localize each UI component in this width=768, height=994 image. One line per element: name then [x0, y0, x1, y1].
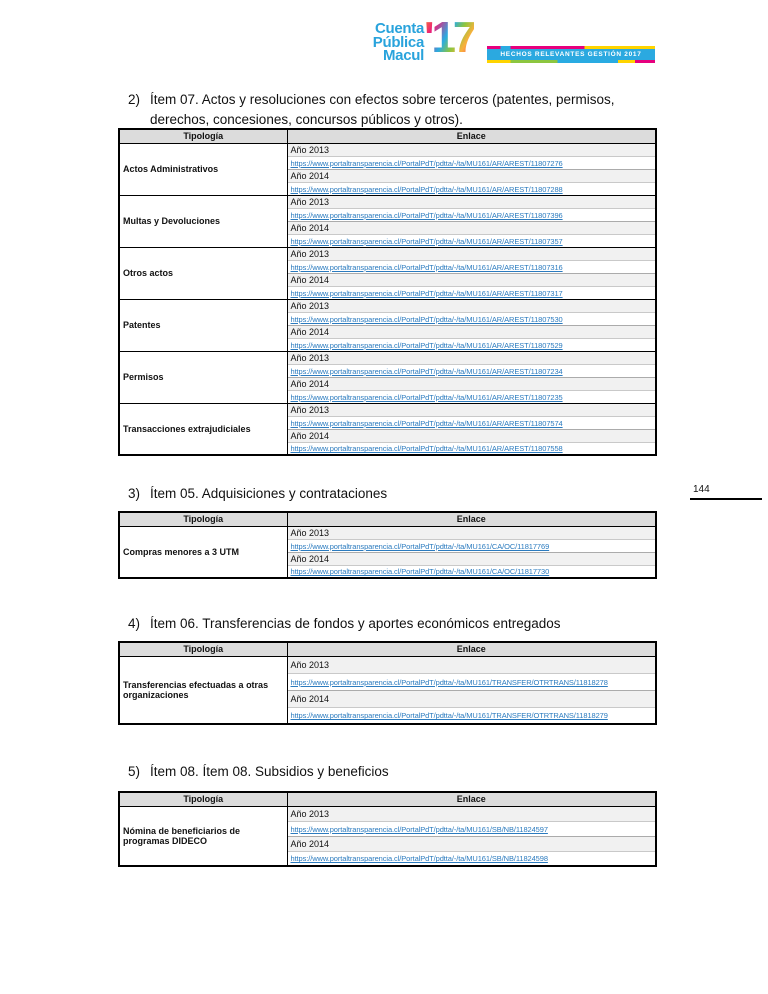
- tipologia-cell: Transacciones extrajudiciales: [119, 403, 287, 455]
- transparency-link[interactable]: https://www.portaltransparencia.cl/PortalPdT/pdtta/-/ta/MU161/AR/AREST/11807288: [290, 184, 563, 194]
- section-heading: [128, 762, 673, 782]
- transparency-link[interactable]: https://www.portaltransparencia.cl/PortalPdT/pdtta/-/ta/MU161/AR/AREST/11807276: [290, 158, 563, 168]
- year-label: Año 2014: [287, 221, 656, 234]
- transparency-link[interactable]: https://www.portaltransparencia.cl/PortalPdT/pdtta/-/ta/MU161/AR/AREST/11807558: [290, 444, 563, 454]
- section-number: 2): [128, 92, 141, 107]
- cuenta-publica-macul-logo: [338, 22, 424, 63]
- year-label: Año 2014: [287, 169, 656, 182]
- section-title: Ítem 08. Ítem 08. Subsidios y beneficios: [150, 764, 389, 779]
- transparency-link[interactable]: https://www.portaltransparencia.cl/PortalPdT/pdtta/-/ta/MU161/AR/AREST/11807357: [290, 236, 563, 246]
- banner-text: HECHOS RELEVANTES GESTIÓN 2017: [487, 49, 655, 60]
- year-label: Año 2013: [287, 247, 656, 260]
- year-label: Año 2014: [287, 552, 656, 565]
- year-label: Año 2013: [287, 656, 656, 673]
- year-label: Año 2013: [287, 403, 656, 416]
- year-label: Año 2013: [287, 351, 656, 364]
- transparency-link[interactable]: https://www.portaltransparencia.cl/PortalPdT/pdtta/-/ta/MU161/CA/OC/11817730: [290, 567, 550, 577]
- tipologia-cell: Multas y Devoluciones: [119, 195, 287, 247]
- section-heading: [128, 90, 673, 130]
- transparency-link[interactable]: https://www.portaltransparencia.cl/PortalPdT/pdtta/-/ta/MU161/SB/NB/11824597: [290, 824, 548, 834]
- banner-stripe-bottom: [487, 60, 655, 63]
- transparency-link[interactable]: https://www.portaltransparencia.cl/PortalPdT/pdtta/-/ta/MU161/TRANSFER/OTRTRANS/11818279: [290, 711, 608, 721]
- table-row: [119, 526, 656, 539]
- transparency-link[interactable]: https://www.portaltransparencia.cl/PortalPdT/pdtta/-/ta/MU161/TRANSFER/OTRTRANS/11818278: [290, 677, 608, 687]
- table-row: [119, 143, 656, 156]
- table-row: [119, 403, 656, 416]
- links-table: [118, 641, 657, 725]
- year-label: Año 2014: [287, 325, 656, 338]
- table-row: [119, 195, 656, 208]
- page-number: 144: [690, 483, 762, 500]
- transparency-link[interactable]: https://www.portaltransparencia.cl/PortalPdT/pdtta/-/ta/MU161/AR/AREST/11807234: [290, 366, 563, 376]
- section-number: 5): [128, 764, 141, 779]
- logo-year-17: '17: [424, 13, 475, 62]
- year-label: Año 2014: [287, 690, 656, 707]
- links-table: [118, 791, 657, 867]
- section-number: 3): [128, 486, 141, 501]
- year-label: Año 2013: [287, 526, 656, 539]
- tipologia-cell: Patentes: [119, 299, 287, 351]
- hechos-relevantes-banner: [487, 46, 655, 63]
- logo-line-1: Cuenta: [374, 20, 424, 37]
- table-row: [119, 299, 656, 312]
- table-row: [119, 656, 656, 673]
- transparency-link[interactable]: https://www.portaltransparencia.cl/PortalPdT/pdtta/-/ta/MU161/CA/OC/11817769: [290, 541, 550, 551]
- section-heading: [128, 484, 673, 504]
- tipologia-cell: Actos Administrativos: [119, 143, 287, 195]
- year-label: Año 2014: [287, 836, 656, 851]
- section-number: 4): [128, 616, 141, 631]
- transparency-link[interactable]: https://www.portaltransparencia.cl/PortalPdT/pdtta/-/ta/MU161/AR/AREST/11807529: [290, 340, 563, 350]
- column-header: Enlace: [287, 792, 656, 806]
- table-header-row: [119, 642, 656, 656]
- column-header: Enlace: [287, 129, 656, 143]
- year-label: Año 2014: [287, 429, 656, 442]
- column-header: Tipología: [119, 642, 287, 656]
- table-row: [119, 351, 656, 364]
- column-header: Tipología: [119, 129, 287, 143]
- section-title: Ítem 07. Actos y resoluciones con efectos sobre terceros (patentes, permisos, derechos, concesiones, concursos públicos y otros).: [150, 92, 615, 127]
- tipologia-cell: Transferencias efectuadas a otras organizaciones: [119, 656, 287, 724]
- column-header: Enlace: [287, 512, 656, 526]
- column-header: Tipología: [119, 512, 287, 526]
- table-row: [119, 806, 656, 821]
- logo-line-2: Pública: [372, 33, 424, 51]
- table-header-row: [119, 792, 656, 806]
- section-title: Ítem 05. Adquisiciones y contrataciones: [150, 486, 388, 501]
- section-title: Ítem 06. Transferencias de fondos y aportes económicos entregados: [150, 616, 561, 631]
- transparency-link[interactable]: https://www.portaltransparencia.cl/PortalPdT/pdtta/-/ta/MU161/AR/AREST/11807396: [290, 210, 563, 220]
- year-label: Año 2013: [287, 299, 656, 312]
- year-label: Año 2013: [287, 143, 656, 156]
- tipologia-cell: Otros actos: [119, 247, 287, 299]
- transparency-link[interactable]: https://www.portaltransparencia.cl/PortalPdT/pdtta/-/ta/MU161/AR/AREST/11807574: [290, 418, 563, 428]
- links-table: [118, 511, 657, 579]
- tipologia-cell: Nómina de beneficiarios de programas DIDECO: [119, 806, 287, 866]
- column-header: Enlace: [287, 642, 656, 656]
- tipologia-cell: Permisos: [119, 351, 287, 403]
- transparency-link[interactable]: https://www.portaltransparencia.cl/PortalPdT/pdtta/-/ta/MU161/AR/AREST/11807530: [290, 314, 563, 324]
- year-label: Año 2013: [287, 806, 656, 821]
- links-table: [118, 128, 657, 456]
- table-header-row: [119, 129, 656, 143]
- transparency-link[interactable]: https://www.portaltransparencia.cl/PortalPdT/pdtta/-/ta/MU161/AR/AREST/11807316: [290, 262, 563, 272]
- year-label: Año 2014: [287, 273, 656, 286]
- transparency-link[interactable]: https://www.portaltransparencia.cl/PortalPdT/pdtta/-/ta/MU161/AR/AREST/11807317: [290, 288, 563, 298]
- tipologia-cell: Compras menores a 3 UTM: [119, 526, 287, 578]
- year-label: Año 2014: [287, 377, 656, 390]
- transparency-link[interactable]: https://www.portaltransparencia.cl/PortalPdT/pdtta/-/ta/MU161/SB/NB/11824598: [290, 854, 548, 864]
- table-header-row: [119, 512, 656, 526]
- column-header: Tipología: [119, 792, 287, 806]
- section-heading: [128, 614, 673, 634]
- logo-line-3: Macul: [382, 47, 424, 64]
- table-row: [119, 247, 656, 260]
- transparency-link[interactable]: https://www.portaltransparencia.cl/PortalPdT/pdtta/-/ta/MU161/AR/AREST/11807235: [290, 392, 563, 402]
- year-label: Año 2013: [287, 195, 656, 208]
